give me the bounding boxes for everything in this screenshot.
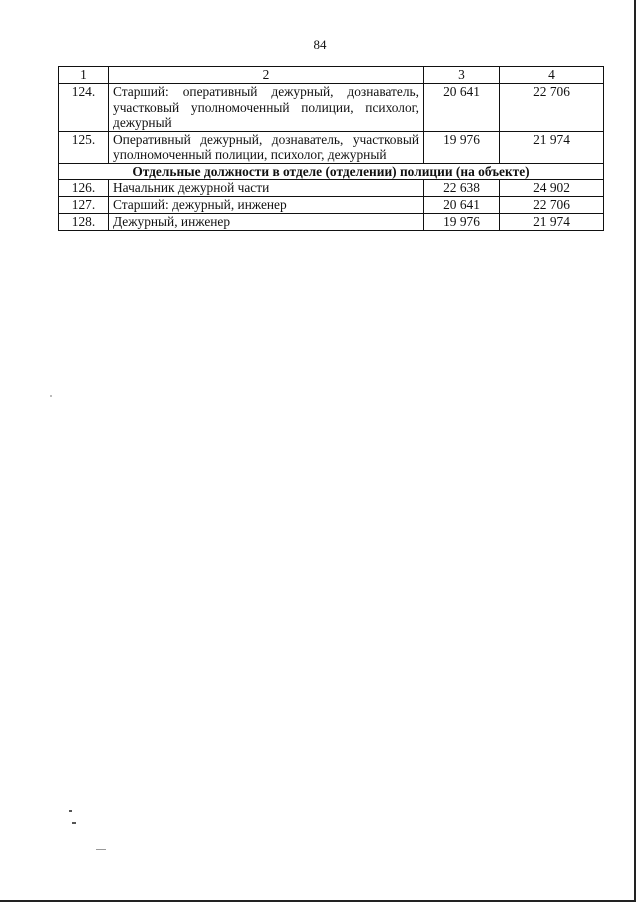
- row-number: 124.: [59, 84, 109, 132]
- section-heading: Отдельные должности в отделе (отделении) полиции (на объекте): [59, 163, 604, 180]
- scan-speck: [50, 395, 52, 397]
- salary-value-col3: 20 641: [424, 197, 500, 214]
- salary-value-col4: 21 974: [500, 131, 604, 163]
- table-row: [59, 214, 604, 231]
- position-title: Старший: дежурный, инженер: [109, 197, 424, 214]
- table-row: [59, 84, 604, 132]
- salary-value-col3: 19 976: [424, 214, 500, 231]
- page-number: 84: [313, 37, 327, 52]
- row-number: 127.: [59, 197, 109, 214]
- salary-value-col4: 21 974: [500, 214, 604, 231]
- row-number: 125.: [59, 131, 109, 163]
- table-row: [59, 131, 604, 163]
- scan-speck: [96, 849, 106, 850]
- salary-value-col3: 20 641: [424, 84, 500, 132]
- section-heading-row: [59, 163, 604, 180]
- scan-speck: [72, 822, 76, 824]
- header-cell-2: 2: [109, 67, 424, 84]
- salary-value-col3: 22 638: [424, 180, 500, 197]
- row-number: 128.: [59, 214, 109, 231]
- salary-table: [58, 66, 604, 231]
- salary-value-col3: 19 976: [424, 131, 500, 163]
- position-title: Старший: оперативный дежурный, дознаватель, участковый уполномоченный полиции, психолог, дежурный: [109, 84, 424, 132]
- salary-value-col4: 22 706: [500, 84, 604, 132]
- salary-value-col4: 24 902: [500, 180, 604, 197]
- scan-speck: [69, 810, 72, 812]
- header-cell-1: 1: [59, 67, 109, 84]
- position-title: Оперативный дежурный, дознаватель, участковый уполномоченный полиции, психолог, дежурный: [109, 131, 424, 163]
- table-row: [59, 180, 604, 197]
- header-cell-4: 4: [500, 67, 604, 84]
- position-title: Начальник дежурной части: [109, 180, 424, 197]
- header-cell-3: 3: [424, 67, 500, 84]
- position-title: Дежурный, инженер: [109, 214, 424, 231]
- row-number: 126.: [59, 180, 109, 197]
- table-row: [59, 197, 604, 214]
- salary-value-col4: 22 706: [500, 197, 604, 214]
- table-header-row: [59, 67, 604, 84]
